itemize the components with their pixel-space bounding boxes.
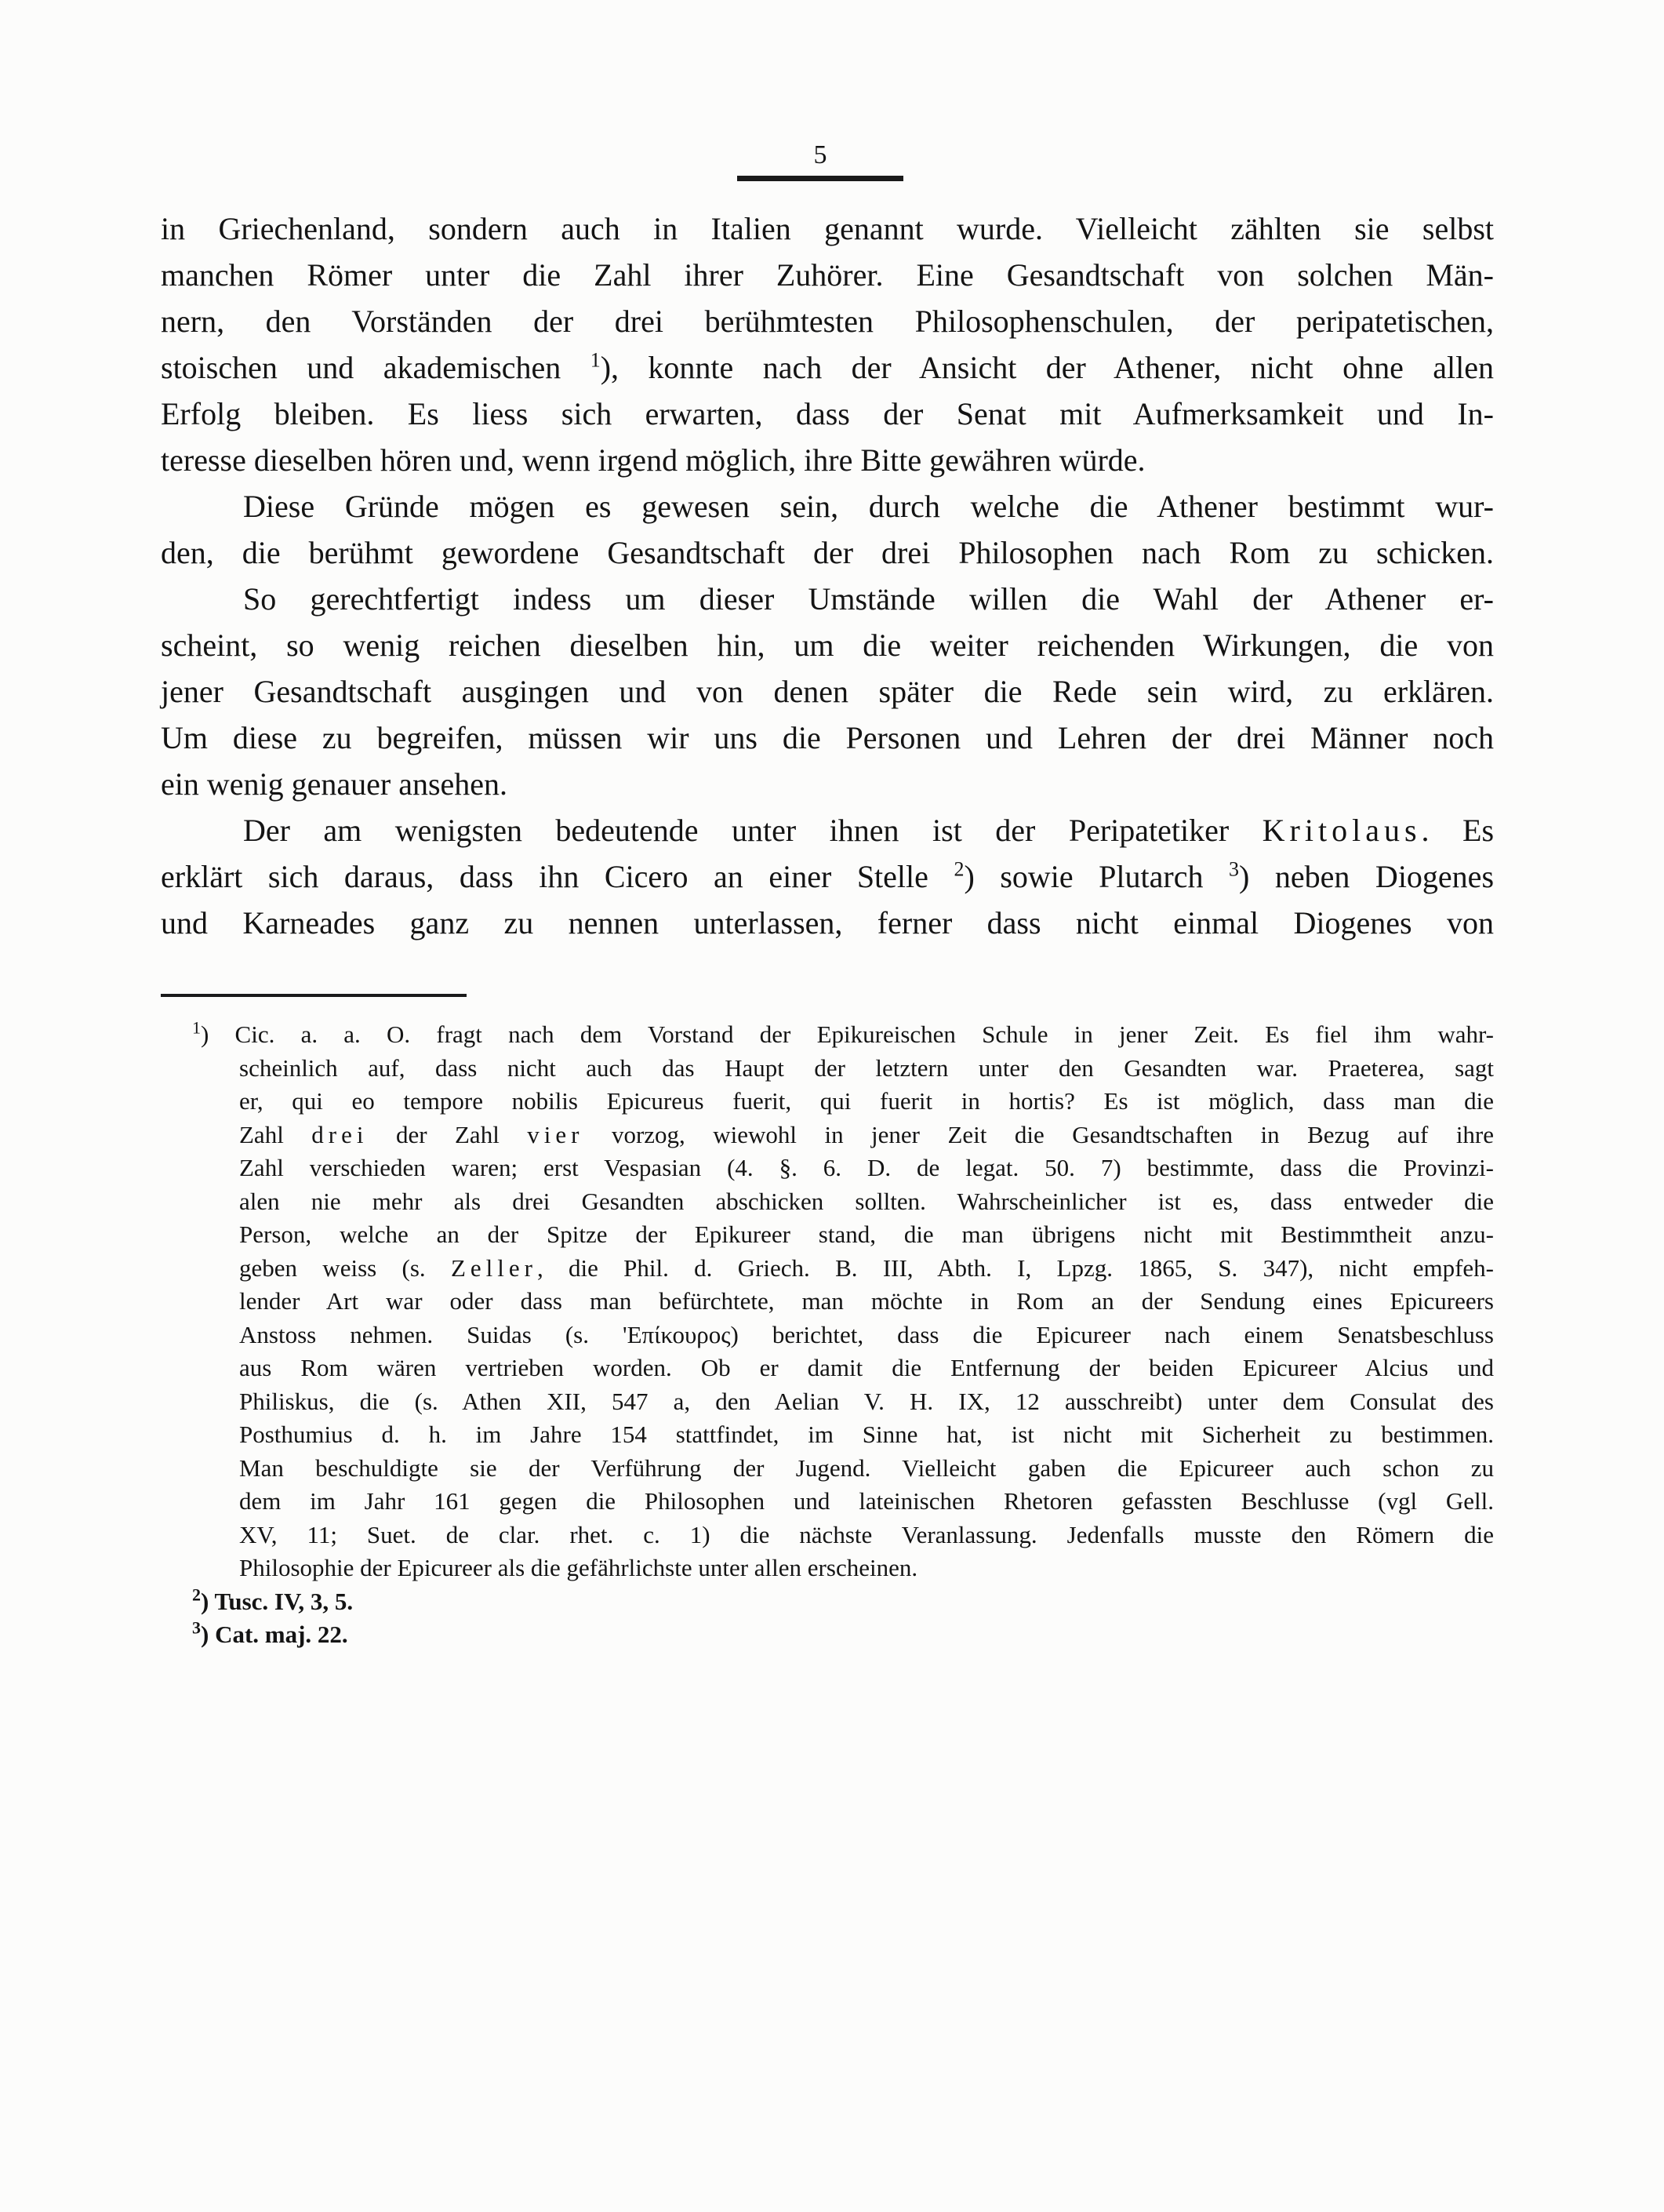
footnote-1-line xyxy=(161,1018,1494,1052)
footnote-1-line xyxy=(161,1252,1494,1286)
body-line: nern, den Vorständen der drei berühmtesten Philosophenschulen, der peripatetischen, xyxy=(161,304,1494,339)
body-line: und Karneades ganz zu nennen unterlassen, ferner dass nicht einmal Diogenes von xyxy=(161,905,1494,940)
page-number: 5 xyxy=(813,140,827,169)
page-header xyxy=(737,140,903,181)
footnote-1-line: alen nie mehr als drei Gesandten abschicken sollten. Wahrscheinlicher ist es, dass entweder die xyxy=(239,1187,1494,1215)
body-line: in Griechenland, sondern auch in Italien genannt wurde. Vielleicht zählten sie selbst xyxy=(161,211,1494,246)
body-text-segment: ) neben Diogenes xyxy=(1239,859,1495,894)
body-text-segment: Der am wenigsten bedeutende unter ihnen ist der Peripatetiker xyxy=(243,813,1230,848)
body-line xyxy=(161,853,1494,900)
body-text xyxy=(161,206,1494,946)
footnote-text: der Zahl xyxy=(395,1120,500,1148)
footnote-rule xyxy=(161,994,467,997)
name-zeller: Zeller xyxy=(450,1253,537,1282)
body-text-segment: ), konnte nach der Ansicht der Athener, nicht ohne allen xyxy=(600,350,1494,385)
body-text-segment: erklärt sich daraus, dass ihn Cicero an einer Stelle xyxy=(161,859,928,894)
footnote-text: geben weiss (s. xyxy=(239,1253,426,1282)
footnote-text: ) Cic. a. a. O. fragt nach dem Vorstand der Epikureischen Schule in jener Zeit. Es fiel ihm wahr- xyxy=(201,1021,1494,1048)
footnote-ref-1: 1 xyxy=(590,348,601,372)
footnotes xyxy=(161,1018,1494,1652)
footnote-1-line: er, qui eo tempore nobilis Epicureus fuerit, qui fuerit in hortis? Es ist möglich, dass man die xyxy=(239,1087,1494,1115)
body-line: jener Gesandtschaft ausgingen und von denen später die Rede sein wird, zu erklären. xyxy=(161,674,1494,709)
spaced-word-vier: vier xyxy=(527,1120,584,1148)
body-line: manchen Römer unter die Zahl ihrer Zuhörer. Eine Gesandtschaft von solchen Män- xyxy=(161,257,1494,293)
footnote-1-line xyxy=(161,1119,1494,1152)
header-rule xyxy=(737,176,903,181)
footnote-text: Zahl xyxy=(239,1120,284,1148)
body-line: den, die berühmt gewordene Gesandtschaft der drei Philosophen nach Rom zu schicken. xyxy=(161,535,1494,570)
footnote-3-mark: 3 xyxy=(192,1617,201,1638)
body-line: scheint, so wenig reichen dieselben hin, um die weiter reichenden Wirkungen, die von xyxy=(161,628,1494,663)
footnote-1-line: lender Art war oder dass man befürchtete, man möchte in Rom an der Sendung eines Epicureers xyxy=(239,1287,1494,1315)
body-line: teresse dieselben hören und, wenn irgend möglich, ihre Bitte gewähren würde. xyxy=(161,442,1146,478)
footnote-2-mark: 2 xyxy=(192,1584,201,1605)
body-line: Um diese zu begreifen, müssen wir uns die Personen und Lehren der drei Männer noch xyxy=(161,720,1494,755)
footnote-1-line: XV, 11; Suet. de clar. rhet. c. 1) die nächste Veranlassung. Jedenfalls musste den Römern die xyxy=(239,1520,1494,1548)
footnote-2 xyxy=(161,1585,1494,1619)
footnote-1-line: Person, welche an der Spitze der Epikureer stand, die man übrigens nicht mit Bestimmtheit anzu- xyxy=(239,1221,1494,1248)
footnote-text: vorzog, wiewohl in jener Zeit die Gesandtschaften in Bezug auf ihre xyxy=(611,1120,1495,1148)
footnote-ref-3: 3 xyxy=(1229,857,1240,881)
footnote-text: ) Tusc. IV, 3, 5. xyxy=(201,1587,354,1615)
body-text-segment: . Es xyxy=(1421,813,1495,848)
footnote-1-line: scheinlich auf, dass nicht auch das Haupt der letztern unter den Gesandten war. Praeterea, sagt xyxy=(239,1053,1494,1082)
footnote-1-line: Philiskus, die (s. Athen XII, 547 a, den Aelian V. H. IX, 12 ausschreibt) unter dem Consulat des xyxy=(239,1387,1494,1415)
spaced-word-drei: drei xyxy=(311,1120,369,1148)
body-line: Erfolg bleiben. Es liess sich erwarten, dass der Senat mit Aufmerksamkeit und In- xyxy=(161,396,1494,431)
footnote-text: , die Phil. d. Griech. B. III, Abth. I, Lpzg. 1865, S. 347), nicht empfeh- xyxy=(536,1253,1495,1282)
footnote-3 xyxy=(161,1618,1494,1652)
body-text-segment: ) sowie Plutarch xyxy=(964,859,1204,894)
body-line xyxy=(161,807,1494,853)
footnote-1-line: Philosophie der Epicureer als die gefährlichste unter allen erscheinen. xyxy=(239,1554,918,1581)
footnote-1-line: Anstoss nehmen. Suidas (s. 'Επίκουρος) berichtet, dass die Epicureer nach einem Senatsbeschluss xyxy=(239,1320,1494,1348)
footnote-ref-2: 2 xyxy=(954,857,965,881)
footnote-text: ) Cat. maj. 22. xyxy=(201,1621,348,1648)
footnote-1-line: aus Rom wären vertrieben worden. Ob er damit die Entfernung der beiden Epicureer Alcius und xyxy=(239,1354,1494,1381)
name-kritolaus: Kritolaus xyxy=(1262,813,1422,848)
footnote-1-line: Posthumius d. h. im Jahre 154 stattfindet, im Sinne hat, ist nicht mit Sicherheit zu bestimmen. xyxy=(239,1421,1494,1448)
footnote-1-line: Man beschuldigte sie der Verführung der Jugend. Vielleicht gaben die Epicureer auch schon zu xyxy=(239,1453,1494,1482)
footnote-1-line: Zahl verschieden waren; erst Vespasian (4. §. 6. D. de legat. 50. 7) bestimmte, dass die Provinzi- xyxy=(239,1154,1494,1181)
body-text-segment: stoischen und akademischen xyxy=(161,350,561,385)
body-line: Diese Gründe mögen es gewesen sein, durch welche die Athener bestimmt wur- xyxy=(243,489,1494,524)
body-line: ein wenig genauer ansehen. xyxy=(161,766,508,802)
footnote-1-line: dem im Jahr 161 gegen die Philosophen und lateinischen Rhetoren gefassten Beschlusse (vgl Gell. xyxy=(239,1487,1494,1515)
footnote-1-mark: 1 xyxy=(192,1017,201,1038)
body-line: So gerechtfertigt indess um dieser Umstände willen die Wahl der Athener er- xyxy=(243,581,1494,617)
body-line xyxy=(161,344,1494,391)
